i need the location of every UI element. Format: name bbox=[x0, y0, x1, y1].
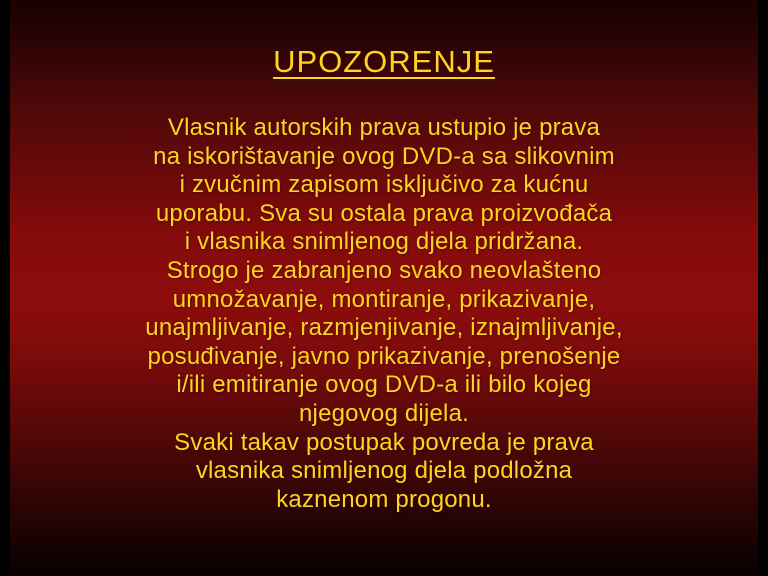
warning-line: unajmljivanje, razmjenjivanje, iznajmljivanje, bbox=[145, 314, 623, 342]
warning-title: UPOZORENJE bbox=[273, 44, 495, 79]
warning-line: njegovog dijela. bbox=[299, 399, 469, 427]
warning-line: uporabu. Sva su ostala prava proizvođača bbox=[155, 199, 613, 227]
warning-line: i zvučnim zapisom isključivo za kućnu bbox=[179, 171, 589, 199]
warning-line: i vlasnika snimljenog djela pridržana. bbox=[184, 228, 584, 256]
warning-line: vlasnika snimljenog djela podložna bbox=[195, 457, 573, 485]
warning-line: na iskorištavanje ovog DVD-a sa slikovnim bbox=[153, 142, 615, 170]
warning-text-block bbox=[10, 0, 758, 514]
warning-line: umnožavanje, montiranje, prikazivanje, bbox=[172, 285, 596, 313]
warning-line: Vlasnik autorskih prava ustupio je prava bbox=[167, 114, 601, 141]
warning-line: i/ili emitiranje ovog DVD-a ili bilo kojeg bbox=[176, 371, 592, 399]
warning-line: Strogo je zabranjeno svako neovlašteno bbox=[166, 256, 602, 284]
warning-line: posuđivanje, javno prikazivanje, prenošenje bbox=[147, 342, 621, 370]
video-background bbox=[10, 0, 758, 576]
warning-line: Svaki takav postupak povreda je prava bbox=[174, 428, 594, 456]
warning-body bbox=[10, 114, 758, 514]
warning-line: kaznenom progonu. bbox=[276, 485, 492, 513]
